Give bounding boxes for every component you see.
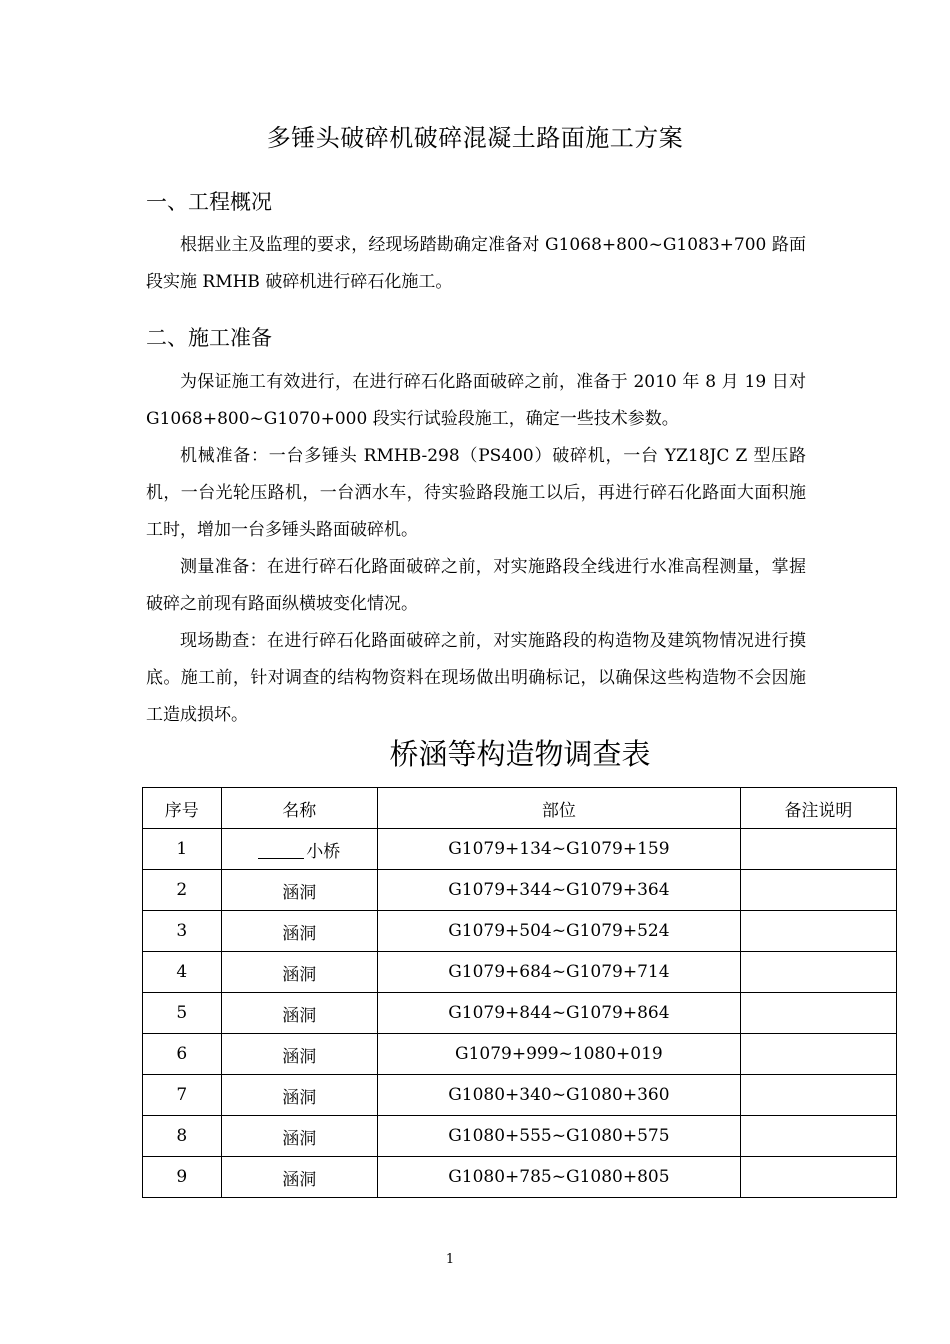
structure-name: 涵洞 xyxy=(221,993,377,1034)
row-number: 8 xyxy=(143,1116,222,1157)
page-number: 1 xyxy=(445,1252,455,1267)
table-row xyxy=(143,870,897,911)
structure-location: G1079+844~G1079+864 xyxy=(377,993,740,1034)
column-header-no: 序号 xyxy=(143,788,222,829)
row-number: 5 xyxy=(143,993,222,1034)
section-heading-preparation: 二、施工准备 xyxy=(146,326,272,350)
row-number: 2 xyxy=(143,870,222,911)
structure-name: 涵洞 xyxy=(221,870,377,911)
column-header-note: 备注说明 xyxy=(740,788,896,829)
table-row xyxy=(143,1116,897,1157)
structure-note xyxy=(740,829,896,870)
table-row xyxy=(143,829,897,870)
blank-fill-line xyxy=(258,842,304,859)
structure-note xyxy=(740,1116,896,1157)
structure-name: 涵洞 xyxy=(221,911,377,952)
table-header-row xyxy=(143,788,897,829)
column-header-name: 名称 xyxy=(221,788,377,829)
row-number: 1 xyxy=(143,829,222,870)
structure-location: G1080+340~G1080+360 xyxy=(377,1075,740,1116)
structure-note xyxy=(740,1157,896,1198)
structure-location: G1080+555~G1080+575 xyxy=(377,1116,740,1157)
structure-name: 涵洞 xyxy=(221,1157,377,1198)
table-row xyxy=(143,1034,897,1075)
table-row xyxy=(143,1157,897,1198)
row-number: 4 xyxy=(143,952,222,993)
structure-name: 涵洞 xyxy=(221,952,377,993)
preparation-paragraph: 为保证施工有效进行，在进行碎石化路面破碎之前，准备于 2010 年 8 月 19 日对 G1068+800~G1070+000 段实行试验段施工，确定一些技术参数。 xyxy=(146,372,806,429)
structure-name: 涵洞 xyxy=(221,1034,377,1075)
table-row xyxy=(143,952,897,993)
machinery-paragraph: 机械准备：一台多锤头 RMHB-298（PS400）破碎机，一台 YZ18JC Z 型压路机，一台光轮压路机，一台洒水车，待实验路段施工以后，再进行碎石化路面大面积施工时，增加一台多锤头路面破碎机。 xyxy=(146,446,806,540)
overview-paragraph: 根据业主及监理的要求，经现场踏勘确定准备对 G1068+800~G1083+700 路面段实施 RMHB 破碎机进行碎石化施工。 xyxy=(146,235,806,292)
table-row xyxy=(143,993,897,1034)
survey-paragraph: 测量准备：在进行碎石化路面破碎之前，对实施路段全线进行水准高程测量，掌握破碎之前现有路面纵横坡变化情况。 xyxy=(146,557,806,614)
row-number: 9 xyxy=(143,1157,222,1198)
structure-location: G1079+999~1080+019 xyxy=(377,1034,740,1075)
column-header-location: 部位 xyxy=(377,788,740,829)
structure-location: G1079+504~G1079+524 xyxy=(377,911,740,952)
structures-survey-table xyxy=(142,787,897,1198)
table-title: 桥涵等构造物调查表 xyxy=(389,737,651,771)
table-row xyxy=(143,911,897,952)
structure-location: G1079+344~G1079+364 xyxy=(377,870,740,911)
structure-note xyxy=(740,1034,896,1075)
structure-location: G1080+785~G1080+805 xyxy=(377,1157,740,1198)
structure-note xyxy=(740,1075,896,1116)
structure-name xyxy=(221,829,377,870)
row-number: 3 xyxy=(143,911,222,952)
document-title: 多锤头破碎机破碎混凝土路面施工方案 xyxy=(266,124,684,152)
table-row xyxy=(143,1075,897,1116)
structure-name-text: 小桥 xyxy=(306,841,341,862)
row-number: 7 xyxy=(143,1075,222,1116)
row-number: 6 xyxy=(143,1034,222,1075)
structure-note xyxy=(740,952,896,993)
structure-note xyxy=(740,911,896,952)
structure-location: G1079+134~G1079+159 xyxy=(377,829,740,870)
structure-name: 涵洞 xyxy=(221,1075,377,1116)
site-inspection-paragraph: 现场勘查：在进行碎石化路面破碎之前，对实施路段的构造物及建筑物情况进行摸底。施工前，针对调查的结构物资料在现场做出明确标记，以确保这些构造物不会因施工造成损坏。 xyxy=(146,631,806,725)
structure-note xyxy=(740,993,896,1034)
structure-note xyxy=(740,870,896,911)
structure-location: G1079+684~G1079+714 xyxy=(377,952,740,993)
section-heading-overview: 一、工程概况 xyxy=(146,190,272,214)
structure-name: 涵洞 xyxy=(221,1116,377,1157)
